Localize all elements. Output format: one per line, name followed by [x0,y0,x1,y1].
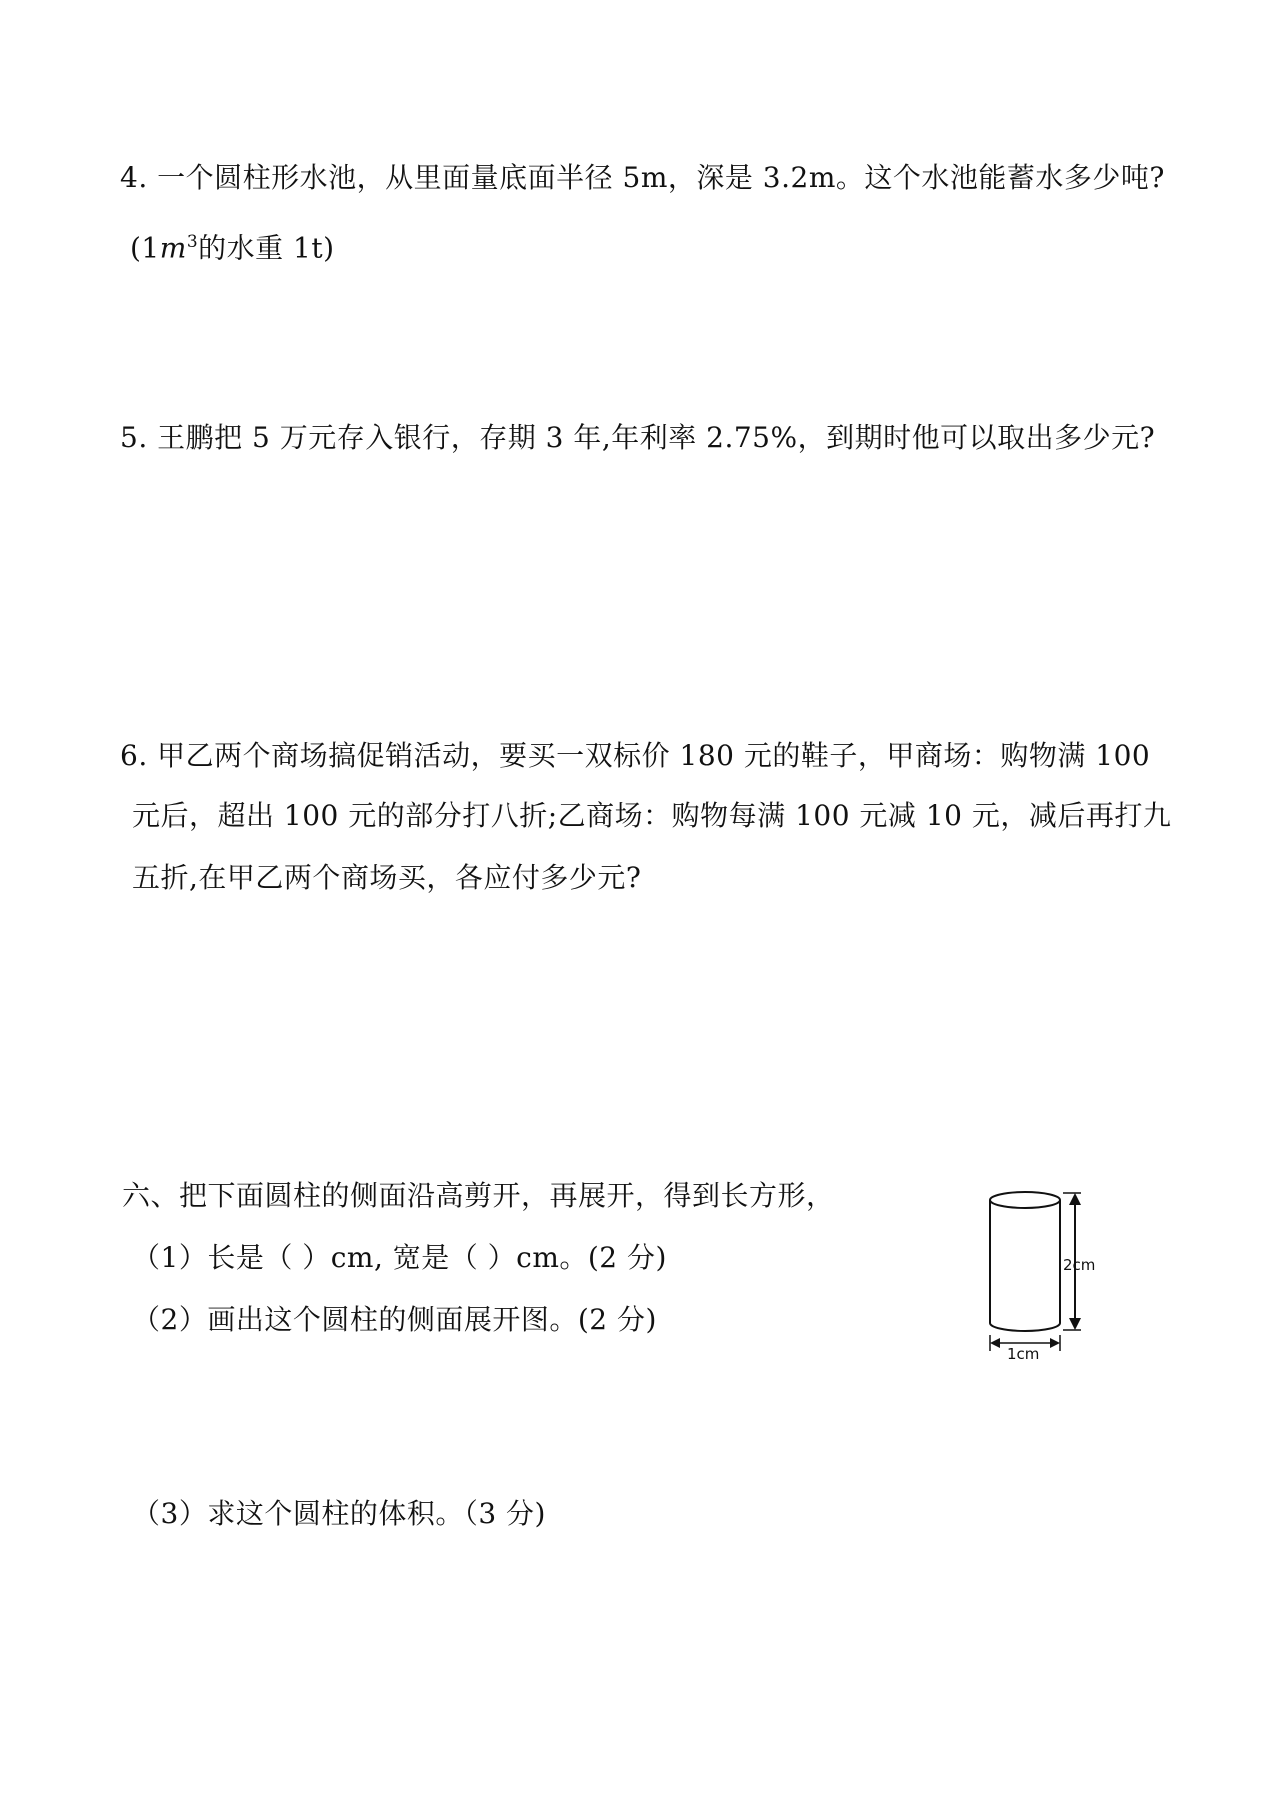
section-6-sub-3: （3）求这个圆柱的体积。（3 分) [132,1497,546,1530]
section-6-sub-2: （2）画出这个圆柱的侧面展开图。(2 分) [132,1303,657,1336]
height-label: 2cm [1063,1256,1096,1274]
question-4-note-unit: m [159,231,187,265]
diameter-arrow-right [1050,1338,1060,1348]
question-5-line-1: 5. 王鹏把 5 万元存入银行，存期 3 年,年利率 2.75%，到期时他可以取出多少元? [120,421,1156,454]
height-arrow-top [1069,1193,1081,1205]
cylinder-figure [985,1185,1135,1365]
section-6-heading: 六、把下面圆柱的侧面沿高剪开，再展开，得到长方形， [122,1179,835,1212]
question-6-line-1: 6. 甲乙两个商场搞促销活动，要买一双标价 180 元的鞋子，甲商场：购物满 100 [120,739,1151,772]
height-arrow-bottom [1069,1318,1081,1330]
cylinder-bottom-arc [990,1323,1060,1331]
section-6-sub-1: （1）长是（ ）cm, 宽是（ ）cm。(2 分) [132,1241,667,1274]
diameter-label: 1cm [1007,1345,1040,1363]
question-6-line-2: 元后，超出 100 元的部分打八折;乙商场：购物每满 100 元减 10 元，减后再打九 [132,799,1172,832]
question-4-note-exponent: 3 [186,232,199,252]
cylinder-top-ellipse [990,1192,1060,1208]
cylinder-diagram [985,1185,1135,1365]
question-4-line-1: 4. 一个圆柱形水池，从里面量底面半径 5m，深是 3.2m。这个水池能蓄水多少吨? [120,161,1165,194]
question-6-line-3: 五折,在甲乙两个商场买，各应付多少元? [132,861,642,894]
question-4-line-2 [130,224,335,266]
diameter-arrow-left [990,1338,1000,1348]
question-4-note-prefix: (1 [130,231,160,265]
question-4-note-suffix: 的水重 1t) [198,231,335,265]
